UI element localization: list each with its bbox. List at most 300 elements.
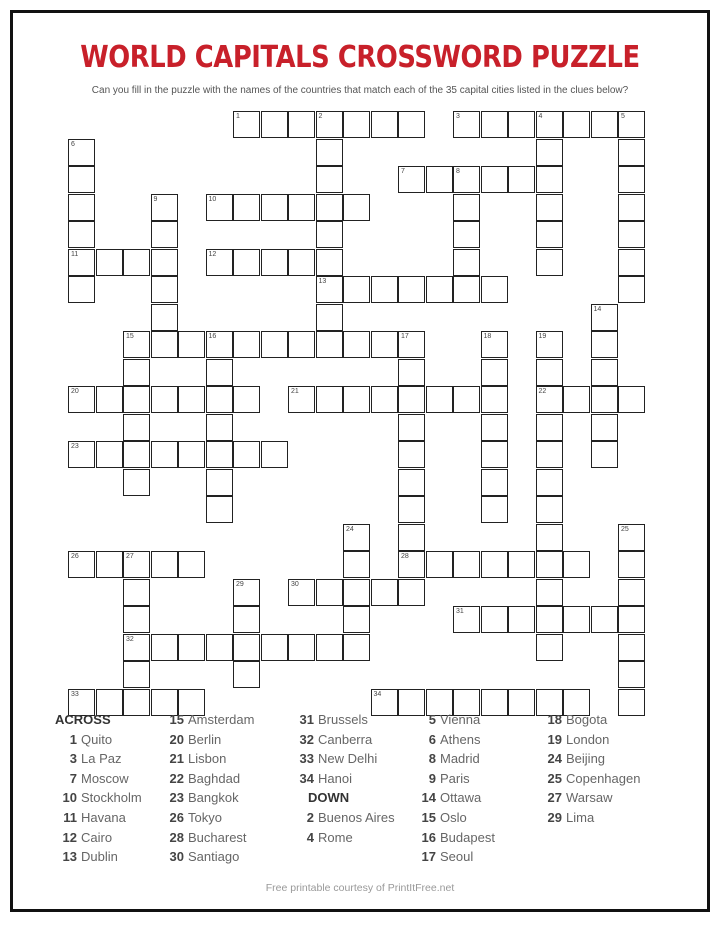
grid-cell[interactable] xyxy=(233,441,260,468)
grid-cell[interactable] xyxy=(206,496,233,523)
clue-number: 31 xyxy=(456,608,464,615)
grid-cell[interactable] xyxy=(233,579,260,606)
clue-column-2 xyxy=(166,712,254,869)
grid-cell[interactable] xyxy=(618,386,645,413)
grid-cell[interactable] xyxy=(123,469,150,496)
grid-cell[interactable] xyxy=(618,111,645,138)
clue-number: 6 xyxy=(71,140,75,148)
grid-cell[interactable] xyxy=(371,111,398,138)
clue-number: 17 xyxy=(401,333,409,340)
clue-item xyxy=(420,810,495,830)
grid-cell[interactable] xyxy=(481,496,508,523)
grid-cell[interactable] xyxy=(343,551,370,578)
clue-item-number: 33 xyxy=(299,751,314,767)
grid-cell[interactable] xyxy=(316,634,343,661)
clue-item-text: Baghdad xyxy=(188,770,241,786)
grid-cell[interactable] xyxy=(206,249,233,276)
clue-item xyxy=(294,771,395,791)
grid-cell[interactable] xyxy=(536,524,563,551)
down-heading: DOWN xyxy=(308,790,350,806)
clue-number: 29 xyxy=(236,580,244,588)
clue-number: 2 xyxy=(318,113,323,120)
grid-cell[interactable] xyxy=(536,331,563,358)
grid-cell[interactable] xyxy=(453,166,480,193)
grid-cell[interactable] xyxy=(371,579,398,606)
grid-cell[interactable] xyxy=(591,359,618,386)
grid-cell[interactable] xyxy=(178,551,205,578)
grid-cell[interactable] xyxy=(618,221,645,248)
grid-cell[interactable] xyxy=(343,386,370,413)
clue-number: 13 xyxy=(318,278,327,285)
clue-item-number: 26 xyxy=(169,809,184,825)
clue-item-number: 15 xyxy=(421,809,436,825)
grid-cell[interactable] xyxy=(453,194,480,221)
clue-item xyxy=(420,751,495,771)
grid-cell[interactable] xyxy=(453,111,480,138)
clue-item-number: 25 xyxy=(547,770,562,786)
grid-cell[interactable] xyxy=(151,276,178,303)
grid-cell[interactable] xyxy=(618,276,645,303)
grid-cell[interactable] xyxy=(316,579,343,606)
grid-cell[interactable] xyxy=(123,331,150,358)
grid-cell[interactable] xyxy=(343,579,370,606)
clue-item xyxy=(294,830,395,850)
grid-cell[interactable] xyxy=(343,606,370,633)
clue-item-text: Warsaw xyxy=(566,790,613,806)
grid-cell[interactable] xyxy=(123,634,150,661)
clue-item-text: Santiago xyxy=(188,849,240,865)
grid-cell[interactable] xyxy=(398,276,425,303)
grid-cell[interactable] xyxy=(206,634,233,661)
grid-cell[interactable] xyxy=(536,166,563,193)
grid-cell[interactable] xyxy=(508,606,535,633)
clue-number: 16 xyxy=(208,333,217,340)
grid-cell[interactable] xyxy=(233,634,260,661)
clue-number: 23 xyxy=(71,443,79,450)
clue-item-text: Bucharest xyxy=(188,829,247,845)
clue-item-number: 11 xyxy=(63,809,77,825)
grid-cell[interactable] xyxy=(233,194,260,221)
grid-cell[interactable] xyxy=(206,414,233,441)
clue-column-4 xyxy=(420,712,495,869)
grid-cell[interactable] xyxy=(371,276,398,303)
grid-cell[interactable] xyxy=(151,249,178,276)
grid-cell[interactable] xyxy=(123,579,150,606)
grid-cell[interactable] xyxy=(151,441,178,468)
grid-cell[interactable] xyxy=(536,496,563,523)
grid-cell[interactable] xyxy=(398,414,425,441)
clue-item-number: 3 xyxy=(69,751,77,767)
grid-cell[interactable] xyxy=(591,441,618,468)
grid-cell[interactable] xyxy=(618,139,645,166)
clue-item-text: Lima xyxy=(566,809,595,825)
grid-cell[interactable] xyxy=(536,634,563,661)
clue-item xyxy=(55,790,142,810)
grid-cell[interactable] xyxy=(343,276,370,303)
clue-item-text: Vienna xyxy=(440,712,481,727)
grid-cell[interactable] xyxy=(233,249,260,276)
footer-credit: Free printable courtesy of PrintItFree.net xyxy=(265,882,455,894)
clue-item xyxy=(546,751,640,771)
grid-cell[interactable] xyxy=(618,551,645,578)
grid-cell[interactable] xyxy=(233,331,260,358)
clue-item-text: London xyxy=(566,731,610,747)
grid-cell[interactable] xyxy=(398,441,425,468)
grid-cell[interactable] xyxy=(591,111,618,138)
clue-item xyxy=(55,732,142,752)
grid-cell[interactable] xyxy=(68,276,95,303)
grid-cell[interactable] xyxy=(261,634,288,661)
clue-number: 20 xyxy=(71,388,79,395)
grid-cell[interactable] xyxy=(343,194,370,221)
grid-cell[interactable] xyxy=(288,194,315,221)
grid-cell[interactable] xyxy=(563,386,590,413)
grid-cell[interactable] xyxy=(96,386,123,413)
grid-cell[interactable] xyxy=(123,414,150,441)
grid-cell[interactable] xyxy=(68,386,95,413)
clue-item xyxy=(166,751,254,771)
clue-item-text: Madrid xyxy=(440,751,480,767)
grid-cell[interactable] xyxy=(398,359,425,386)
grid-cell[interactable] xyxy=(508,166,535,193)
clue-item-text: Quito xyxy=(81,731,113,747)
grid-cell[interactable] xyxy=(206,469,233,496)
grid-cell[interactable] xyxy=(481,386,508,413)
grid-cell[interactable] xyxy=(316,304,343,331)
clue-item-text: Canberra xyxy=(318,731,373,747)
grid-cell[interactable] xyxy=(178,386,205,413)
grid-cell[interactable] xyxy=(508,111,535,138)
grid-cell[interactable] xyxy=(178,331,205,358)
clue-number: 25 xyxy=(621,525,629,533)
grid-cell[interactable] xyxy=(618,166,645,193)
grid-cell[interactable] xyxy=(563,606,590,633)
clue-number: 18 xyxy=(483,333,492,340)
grid-cell[interactable] xyxy=(536,551,563,578)
grid-cell[interactable] xyxy=(536,221,563,248)
clue-item xyxy=(166,790,254,810)
grid-cell[interactable] xyxy=(68,194,95,221)
clue-item-text: Moscow xyxy=(81,770,129,786)
clue-item-number: 28 xyxy=(169,829,184,845)
grid-cell[interactable] xyxy=(233,111,260,138)
grid-cell[interactable] xyxy=(151,331,178,358)
clue-item-text: Berlin xyxy=(188,731,222,747)
clue-item-text: Buenos Aires xyxy=(318,809,395,825)
grid-cell[interactable] xyxy=(591,414,618,441)
grid-cell[interactable] xyxy=(481,606,508,633)
grid-cell[interactable] xyxy=(123,386,150,413)
grid-cell[interactable] xyxy=(68,139,95,166)
clue-number: 10 xyxy=(208,195,217,203)
grid-cell[interactable] xyxy=(68,551,95,578)
clue-item-number: 7 xyxy=(69,770,77,786)
grid-cell[interactable] xyxy=(481,359,508,386)
grid-cell[interactable] xyxy=(536,441,563,468)
grid-cell[interactable] xyxy=(206,359,233,386)
grid-cell[interactable] xyxy=(371,331,398,358)
clue-list xyxy=(0,712,720,872)
grid-cell[interactable] xyxy=(261,441,288,468)
clue-item-text: Brussels xyxy=(318,712,368,727)
clue-item xyxy=(55,810,142,830)
clue-number: 11 xyxy=(71,250,79,258)
grid-cell[interactable] xyxy=(316,276,343,303)
clue-number: 32 xyxy=(126,635,134,643)
grid-cell[interactable] xyxy=(288,111,315,138)
clue-number: 28 xyxy=(401,553,409,560)
clue-item xyxy=(546,712,640,732)
grid-cell[interactable] xyxy=(398,469,425,496)
clue-column-5 xyxy=(546,712,640,830)
grid-cell[interactable] xyxy=(453,276,480,303)
grid-cell[interactable] xyxy=(233,386,260,413)
grid-cell[interactable] xyxy=(536,249,563,276)
grid-cell[interactable] xyxy=(536,386,563,413)
grid-cell[interactable] xyxy=(206,331,233,358)
grid-cell[interactable] xyxy=(96,551,123,578)
clue-number: 21 xyxy=(291,388,299,395)
grid-cell[interactable] xyxy=(536,414,563,441)
grid-cell[interactable] xyxy=(591,331,618,358)
clue-item-number: 2 xyxy=(306,809,314,825)
grid-cell[interactable] xyxy=(481,166,508,193)
grid-cell[interactable] xyxy=(618,661,645,688)
clue-item xyxy=(166,732,254,752)
grid-cell[interactable] xyxy=(316,111,343,138)
grid-cell[interactable] xyxy=(371,386,398,413)
clue-item-text: Lisbon xyxy=(188,751,227,767)
grid-cell[interactable] xyxy=(453,551,480,578)
clue-item xyxy=(294,810,395,830)
grid-cell[interactable] xyxy=(68,166,95,193)
clue-item xyxy=(546,810,640,830)
grid-cell[interactable] xyxy=(343,331,370,358)
grid-cell[interactable] xyxy=(536,111,563,138)
clue-item-text: Copenhagen xyxy=(566,770,641,786)
grid-cell[interactable] xyxy=(206,386,233,413)
grid-cell[interactable] xyxy=(398,111,425,138)
grid-cell[interactable] xyxy=(178,441,205,468)
clue-item-number: 27 xyxy=(547,790,562,806)
grid-cell[interactable] xyxy=(591,304,618,331)
grid-cell[interactable] xyxy=(481,331,508,358)
clue-item-text: Hanoi xyxy=(318,770,352,786)
clue-item-number: 23 xyxy=(169,790,184,806)
grid-cell[interactable] xyxy=(591,386,618,413)
grid-cell[interactable] xyxy=(261,111,288,138)
grid-cell[interactable] xyxy=(481,111,508,138)
grid-cell[interactable] xyxy=(618,606,645,633)
clue-number: 8 xyxy=(456,168,460,175)
grid-cell[interactable] xyxy=(68,249,95,276)
grid-cell[interactable] xyxy=(481,414,508,441)
grid-cell[interactable] xyxy=(618,634,645,661)
clue-number: 9 xyxy=(153,195,158,203)
grid-cell[interactable] xyxy=(563,551,590,578)
grid-cell[interactable] xyxy=(123,551,150,578)
clue-item-number: 16 xyxy=(421,829,436,845)
grid-cell[interactable] xyxy=(316,139,343,166)
grid-cell[interactable] xyxy=(151,551,178,578)
grid-cell[interactable] xyxy=(398,524,425,551)
clue-item-text: Amsterdam xyxy=(188,712,255,727)
clue-number: 26 xyxy=(71,553,79,560)
grid-cell[interactable] xyxy=(151,194,178,221)
grid-cell[interactable] xyxy=(618,579,645,606)
clue-item-text: Dublin xyxy=(81,849,118,865)
clue-number: 14 xyxy=(593,305,602,313)
grid-cell[interactable] xyxy=(151,304,178,331)
grid-cell[interactable] xyxy=(426,166,453,193)
clue-item-text: La Paz xyxy=(81,751,122,767)
clue-item-text: Budapest xyxy=(440,829,495,845)
clue-item xyxy=(294,712,395,732)
clue-column-1 xyxy=(55,712,142,869)
grid-cell[interactable] xyxy=(343,524,370,551)
clue-item xyxy=(166,810,254,830)
grid-cell[interactable] xyxy=(426,551,453,578)
grid-cell[interactable] xyxy=(563,111,590,138)
grid-cell[interactable] xyxy=(536,579,563,606)
clue-item xyxy=(55,849,142,869)
clue-item-number: 15 xyxy=(169,712,184,727)
clue-item xyxy=(166,712,254,732)
grid-cell[interactable] xyxy=(481,441,508,468)
grid-cell[interactable] xyxy=(536,194,563,221)
clue-number: 15 xyxy=(126,333,134,340)
grid-cell[interactable] xyxy=(261,331,288,358)
grid-cell[interactable] xyxy=(151,634,178,661)
grid-cell[interactable] xyxy=(481,469,508,496)
grid-cell[interactable] xyxy=(536,359,563,386)
grid-cell[interactable] xyxy=(536,469,563,496)
grid-cell[interactable] xyxy=(96,441,123,468)
grid-cell[interactable] xyxy=(151,221,178,248)
clue-number: 22 xyxy=(538,388,547,395)
grid-cell[interactable] xyxy=(316,386,343,413)
clue-item-text: Tokyo xyxy=(188,809,222,825)
grid-cell[interactable] xyxy=(206,441,233,468)
clue-item-text: Bangkok xyxy=(188,790,239,806)
grid-cell[interactable] xyxy=(316,249,343,276)
clue-item-number: 24 xyxy=(547,751,562,767)
grid-cell[interactable] xyxy=(398,496,425,523)
grid-cell[interactable] xyxy=(618,249,645,276)
clue-number: 3 xyxy=(456,113,460,120)
grid-cell[interactable] xyxy=(206,194,233,221)
grid-cell[interactable] xyxy=(481,551,508,578)
grid-cell[interactable] xyxy=(68,221,95,248)
grid-cell[interactable] xyxy=(123,249,150,276)
clue-number: 33 xyxy=(71,690,79,698)
clue-item-text: Ottawa xyxy=(440,790,482,806)
grid-cell[interactable] xyxy=(288,249,315,276)
grid-cell[interactable] xyxy=(316,331,343,358)
clue-item-text: Athens xyxy=(440,731,481,747)
clue-item-text: Cairo xyxy=(81,829,113,845)
grid-cell[interactable] xyxy=(343,111,370,138)
grid-cell[interactable] xyxy=(453,249,480,276)
clue-item-number: 20 xyxy=(169,731,184,747)
clue-item-number: 21 xyxy=(169,751,184,767)
grid-cell[interactable] xyxy=(426,386,453,413)
clue-item-number: 31 xyxy=(299,712,314,727)
grid-cell[interactable] xyxy=(618,524,645,551)
clue-item-text: New Delhi xyxy=(318,751,378,767)
clue-item-number: 19 xyxy=(547,731,562,747)
grid-cell[interactable] xyxy=(288,579,315,606)
clue-item-text: Stockholm xyxy=(81,790,142,806)
grid-cell[interactable] xyxy=(591,606,618,633)
clue-item xyxy=(546,790,640,810)
grid-cell[interactable] xyxy=(96,249,123,276)
grid-cell[interactable] xyxy=(508,551,535,578)
clue-item-number: 14 xyxy=(421,790,436,806)
clue-number: 7 xyxy=(401,168,405,175)
grid-cell[interactable] xyxy=(536,139,563,166)
grid-cell[interactable] xyxy=(343,634,370,661)
grid-cell[interactable] xyxy=(261,249,288,276)
page-title: WORLD CAPITALS CROSSWORD PUZZLE xyxy=(80,40,640,75)
clue-item xyxy=(55,771,142,791)
clue-item-number: 34 xyxy=(299,770,314,786)
grid-cell[interactable] xyxy=(261,194,288,221)
grid-cell[interactable] xyxy=(316,221,343,248)
clue-number: 4 xyxy=(538,113,543,120)
clue-item-number: 32 xyxy=(299,731,314,747)
grid-cell[interactable] xyxy=(618,194,645,221)
grid-cell[interactable] xyxy=(288,386,315,413)
grid-cell[interactable] xyxy=(536,606,563,633)
clue-item xyxy=(55,830,142,850)
grid-cell[interactable] xyxy=(453,221,480,248)
grid-cell[interactable] xyxy=(316,194,343,221)
clue-item-number: 22 xyxy=(169,770,184,786)
grid-cell[interactable] xyxy=(178,634,205,661)
grid-cell[interactable] xyxy=(426,276,453,303)
grid-cell[interactable] xyxy=(398,551,425,578)
grid-cell[interactable] xyxy=(481,276,508,303)
clue-item-text: Beijing xyxy=(566,751,606,767)
grid-cell[interactable] xyxy=(123,359,150,386)
clue-item-number: 29 xyxy=(547,809,562,825)
clue-item-number: 5 xyxy=(428,712,436,727)
clue-item-number: 12 xyxy=(62,829,77,845)
grid-cell[interactable] xyxy=(398,579,425,606)
grid-cell[interactable] xyxy=(288,331,315,358)
clue-item xyxy=(546,771,640,791)
clue-number: 5 xyxy=(621,113,625,120)
grid-cell[interactable] xyxy=(453,606,480,633)
grid-cell[interactable] xyxy=(316,166,343,193)
grid-cell[interactable] xyxy=(453,386,480,413)
clue-item xyxy=(546,732,640,752)
grid-cell[interactable] xyxy=(288,634,315,661)
grid-cell[interactable] xyxy=(68,441,95,468)
grid-cell[interactable] xyxy=(398,166,425,193)
grid-cell[interactable] xyxy=(123,441,150,468)
grid-cell[interactable] xyxy=(398,331,425,358)
grid-cell[interactable] xyxy=(233,661,260,688)
grid-cell[interactable] xyxy=(398,386,425,413)
grid-cell[interactable] xyxy=(151,386,178,413)
grid-cell[interactable] xyxy=(123,606,150,633)
grid-cell[interactable] xyxy=(123,661,150,688)
grid-cell[interactable] xyxy=(233,606,260,633)
clue-number: 30 xyxy=(291,580,299,588)
clue-item-number: 1 xyxy=(69,731,77,747)
